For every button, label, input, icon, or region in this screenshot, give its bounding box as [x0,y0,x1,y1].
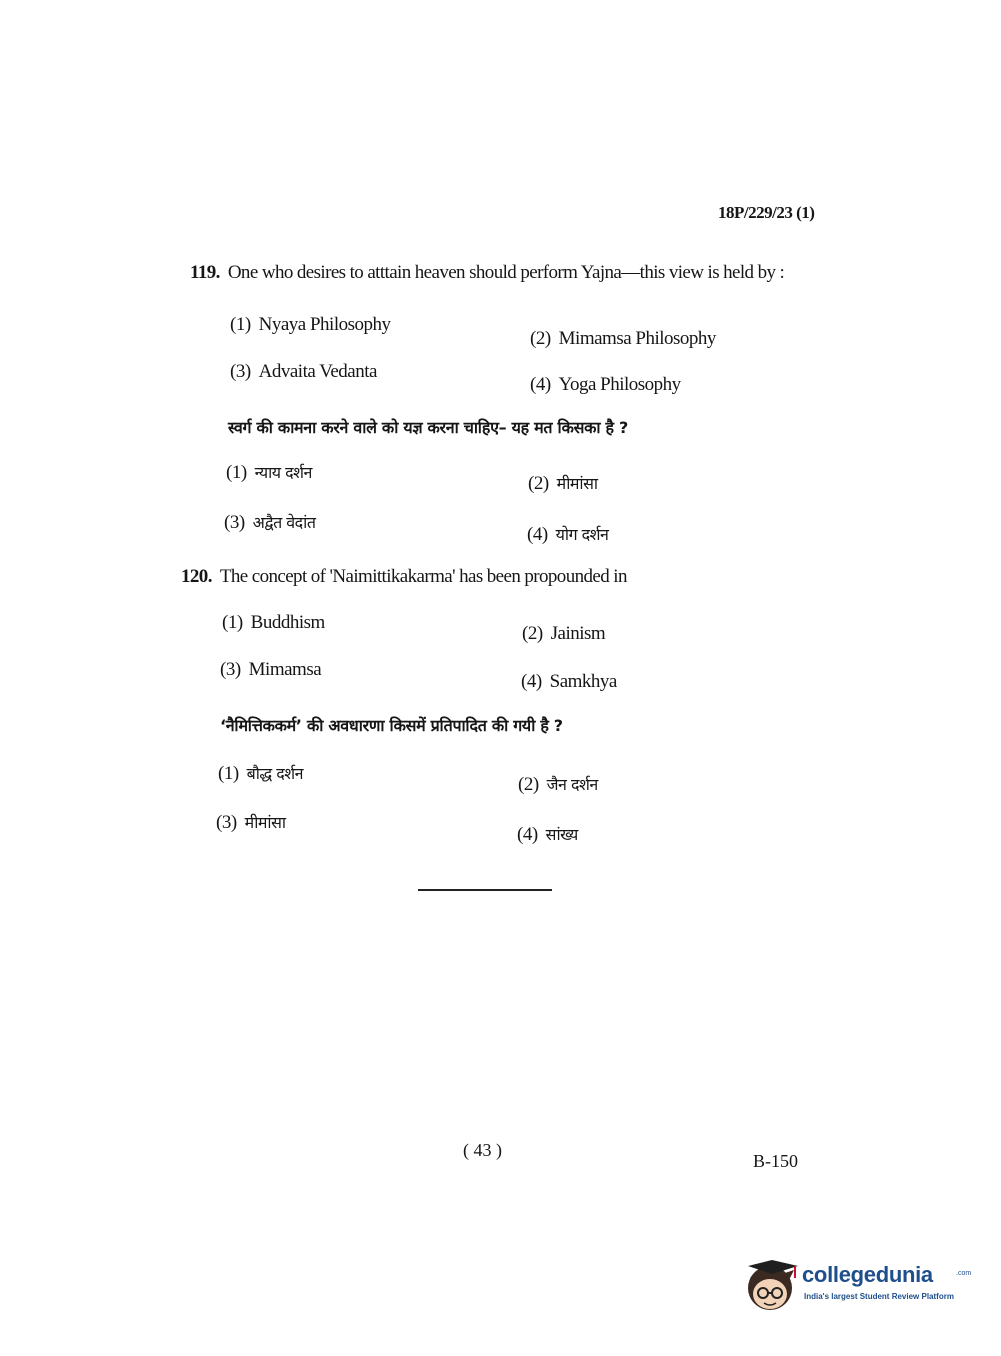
q120-option-3: (3) Mimamsa [220,659,322,680]
q119-hindi-option-4: (4) योग दर्शन [527,524,609,545]
q120-option-2: (2) Jainism [522,623,606,644]
booklet-series: B-150 [753,1151,798,1171]
q119-hindi-option-3: (3) अद्वैत वेदांत [224,512,316,533]
logo-suffix: .com [956,1270,972,1277]
question-text: The concept of 'Naimittikakarma' has been propounded in [219,566,627,587]
page-number: ( 43 ) [463,1140,502,1160]
question-120 [181,566,627,588]
q119-option-2: (2) Mimamsa Philosophy [530,328,716,349]
q120-option-1: (1) Buddhism [222,612,325,633]
q119-option-1: (1) Nyaya Philosophy [230,314,391,335]
question-number: 119. [190,262,220,283]
logo-tagline: India's largest Student Review Platform [804,1292,954,1301]
collegedunia-watermark [742,1252,972,1322]
question-number: 120. [181,566,212,587]
q120-hindi-text: ‘नैमित्तिककर्म’ की अवधारणा किसमें प्रतिपादित की गयी है ? [220,716,563,735]
paper-code: 18P/229/23 (1) [718,203,815,222]
q119-option-3: (3) Advaita Vedanta [230,361,377,382]
mascot-icon [742,1252,802,1316]
q120-hindi-option-2: (2) जैन दर्शन [518,774,598,795]
q119-hindi-option-2: (2) मीमांसा [528,473,598,494]
q119-option-4: (4) Yoga Philosophy [530,374,681,395]
q120-hindi-option-4: (4) सांख्य [517,824,578,845]
question-text: One who desires to atttain heaven should perform Yajna—this view is held by : [227,262,785,283]
section-end-rule [418,889,552,891]
question-119 [190,262,784,284]
q120-hindi-option-3: (3) मीमांसा [216,812,286,833]
logo-wordmark: collegedunia [802,1262,933,1287]
q119-hindi-text: स्वर्ग की कामना करने वाले को यज्ञ करना चाहिए– यह मत किसका है ? [228,418,628,437]
q119-hindi-option-1: (1) न्याय दर्शन [226,462,312,483]
q120-hindi-option-1: (1) बौद्ध दर्शन [218,763,304,784]
q120-option-4: (4) Samkhya [521,671,617,692]
